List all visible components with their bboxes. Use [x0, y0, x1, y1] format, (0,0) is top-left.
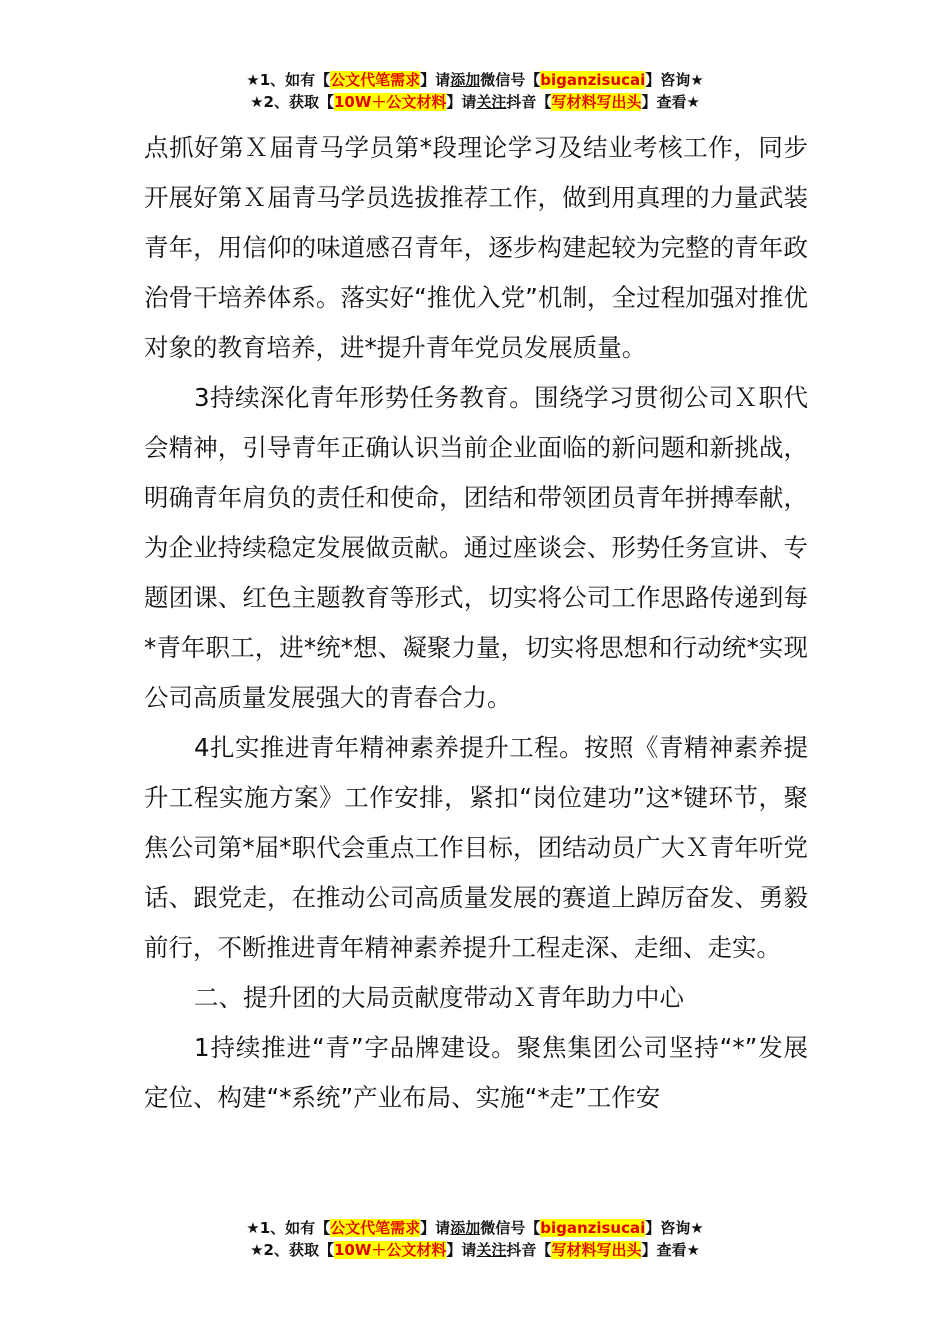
- banner-highlight: 公文代笔需求: [330, 71, 421, 89]
- banner-text: 微信号【: [480, 1219, 541, 1237]
- paragraph: 4扎实推进青年精神素养提升工程。按照《青精神素养提升工程实施方案》工作安排，紧扣“岗位建功”这*键环节，聚焦公司第*届*职代会重点工作目标，团结动员广大Ｘ青年听党话、跟党走，在推动公司高质量发展的赛道上踔厉奋发、勇毅前行，不断推进青年精神素养提升工程走深、走细、走实。: [144, 733, 808, 962]
- header-banner: [0, 69, 950, 113]
- banner-text: 】请: [420, 71, 451, 89]
- banner-text: ★2、获取【: [250, 1241, 334, 1259]
- banner-text: 】咨询★: [645, 71, 704, 89]
- paragraph: 3持续深化青年形势任务教育。围绕学习贯彻公司Ｘ职代会精神，引导青年正确认识当前企业面临的新问题和新挑战，明确青年肩负的责任和使命，团结和带领团员青年拼搏奉献，为企业持续稳定发展做贡献。通过座谈会、形势任务宣讲、专题团课、红色主题教育等形式，切实将公司工作思路传递到每*青年职工，进*统*想、凝聚力量，切实将思想和行动统*实现公司高质量发展强大的青春合力。: [144, 383, 808, 712]
- banner-text: 】查看★: [641, 1241, 700, 1259]
- footer-banner: [0, 1217, 950, 1261]
- banner-underlined-text: 关注: [476, 1241, 507, 1259]
- banner-text: 】请: [446, 1241, 477, 1259]
- banner-line-1: [0, 69, 950, 91]
- banner-line-2: [0, 1239, 950, 1261]
- banner-underlined-text: 关注: [476, 93, 507, 111]
- banner-text: 抖音【: [506, 93, 552, 111]
- banner-highlight: 10W＋公文材料: [333, 93, 447, 111]
- banner-text: 微信号【: [480, 71, 541, 89]
- paragraph: 1持续推进“青”字品牌建设。聚焦集团公司坚持“*”发展定位、构建“*系统”产业布局、实施“*走”工作安: [144, 1033, 808, 1112]
- banner-text: 抖音【: [506, 1241, 552, 1259]
- banner-text: ★2、获取【: [250, 93, 334, 111]
- banner-text: ★1、如有【: [246, 1219, 331, 1237]
- banner-highlight: 写材料写出头: [551, 1241, 642, 1259]
- banner-text: 】咨询★: [645, 1219, 704, 1237]
- paragraph: 点抓好第Ｘ届青马学员第*段理论学习及结业考核工作，同步开展好第Ｘ届青马学员选拔推荐工作，做到用真理的力量武装青年，用信仰的味道感召青年，逐步构建起较为完整的青年政治骨干培养体系。落实好“推优入党”机制，全过程加强对推优对象的教育培养，进*提升青年党员发展质量。: [144, 133, 808, 362]
- banner-text: 】请: [420, 1219, 451, 1237]
- banner-text: 】查看★: [641, 93, 700, 111]
- section-heading: 二、提升团的大局贡献度带动Ｘ青年助力中心: [194, 983, 684, 1012]
- banner-highlight: biganzisucai: [540, 1219, 646, 1237]
- banner-highlight: 10W＋公文材料: [333, 1241, 447, 1259]
- banner-underlined-text: 添加: [450, 1219, 481, 1237]
- banner-underlined-text: 添加: [450, 71, 481, 89]
- banner-line-1: [0, 1217, 950, 1239]
- banner-highlight: 公文代笔需求: [330, 1219, 421, 1237]
- banner-line-2: [0, 91, 950, 113]
- document-body: [144, 123, 808, 1123]
- banner-highlight: 写材料写出头: [551, 93, 642, 111]
- banner-highlight: biganzisucai: [540, 71, 646, 89]
- banner-text: ★1、如有【: [246, 71, 331, 89]
- banner-text: 】请: [446, 93, 477, 111]
